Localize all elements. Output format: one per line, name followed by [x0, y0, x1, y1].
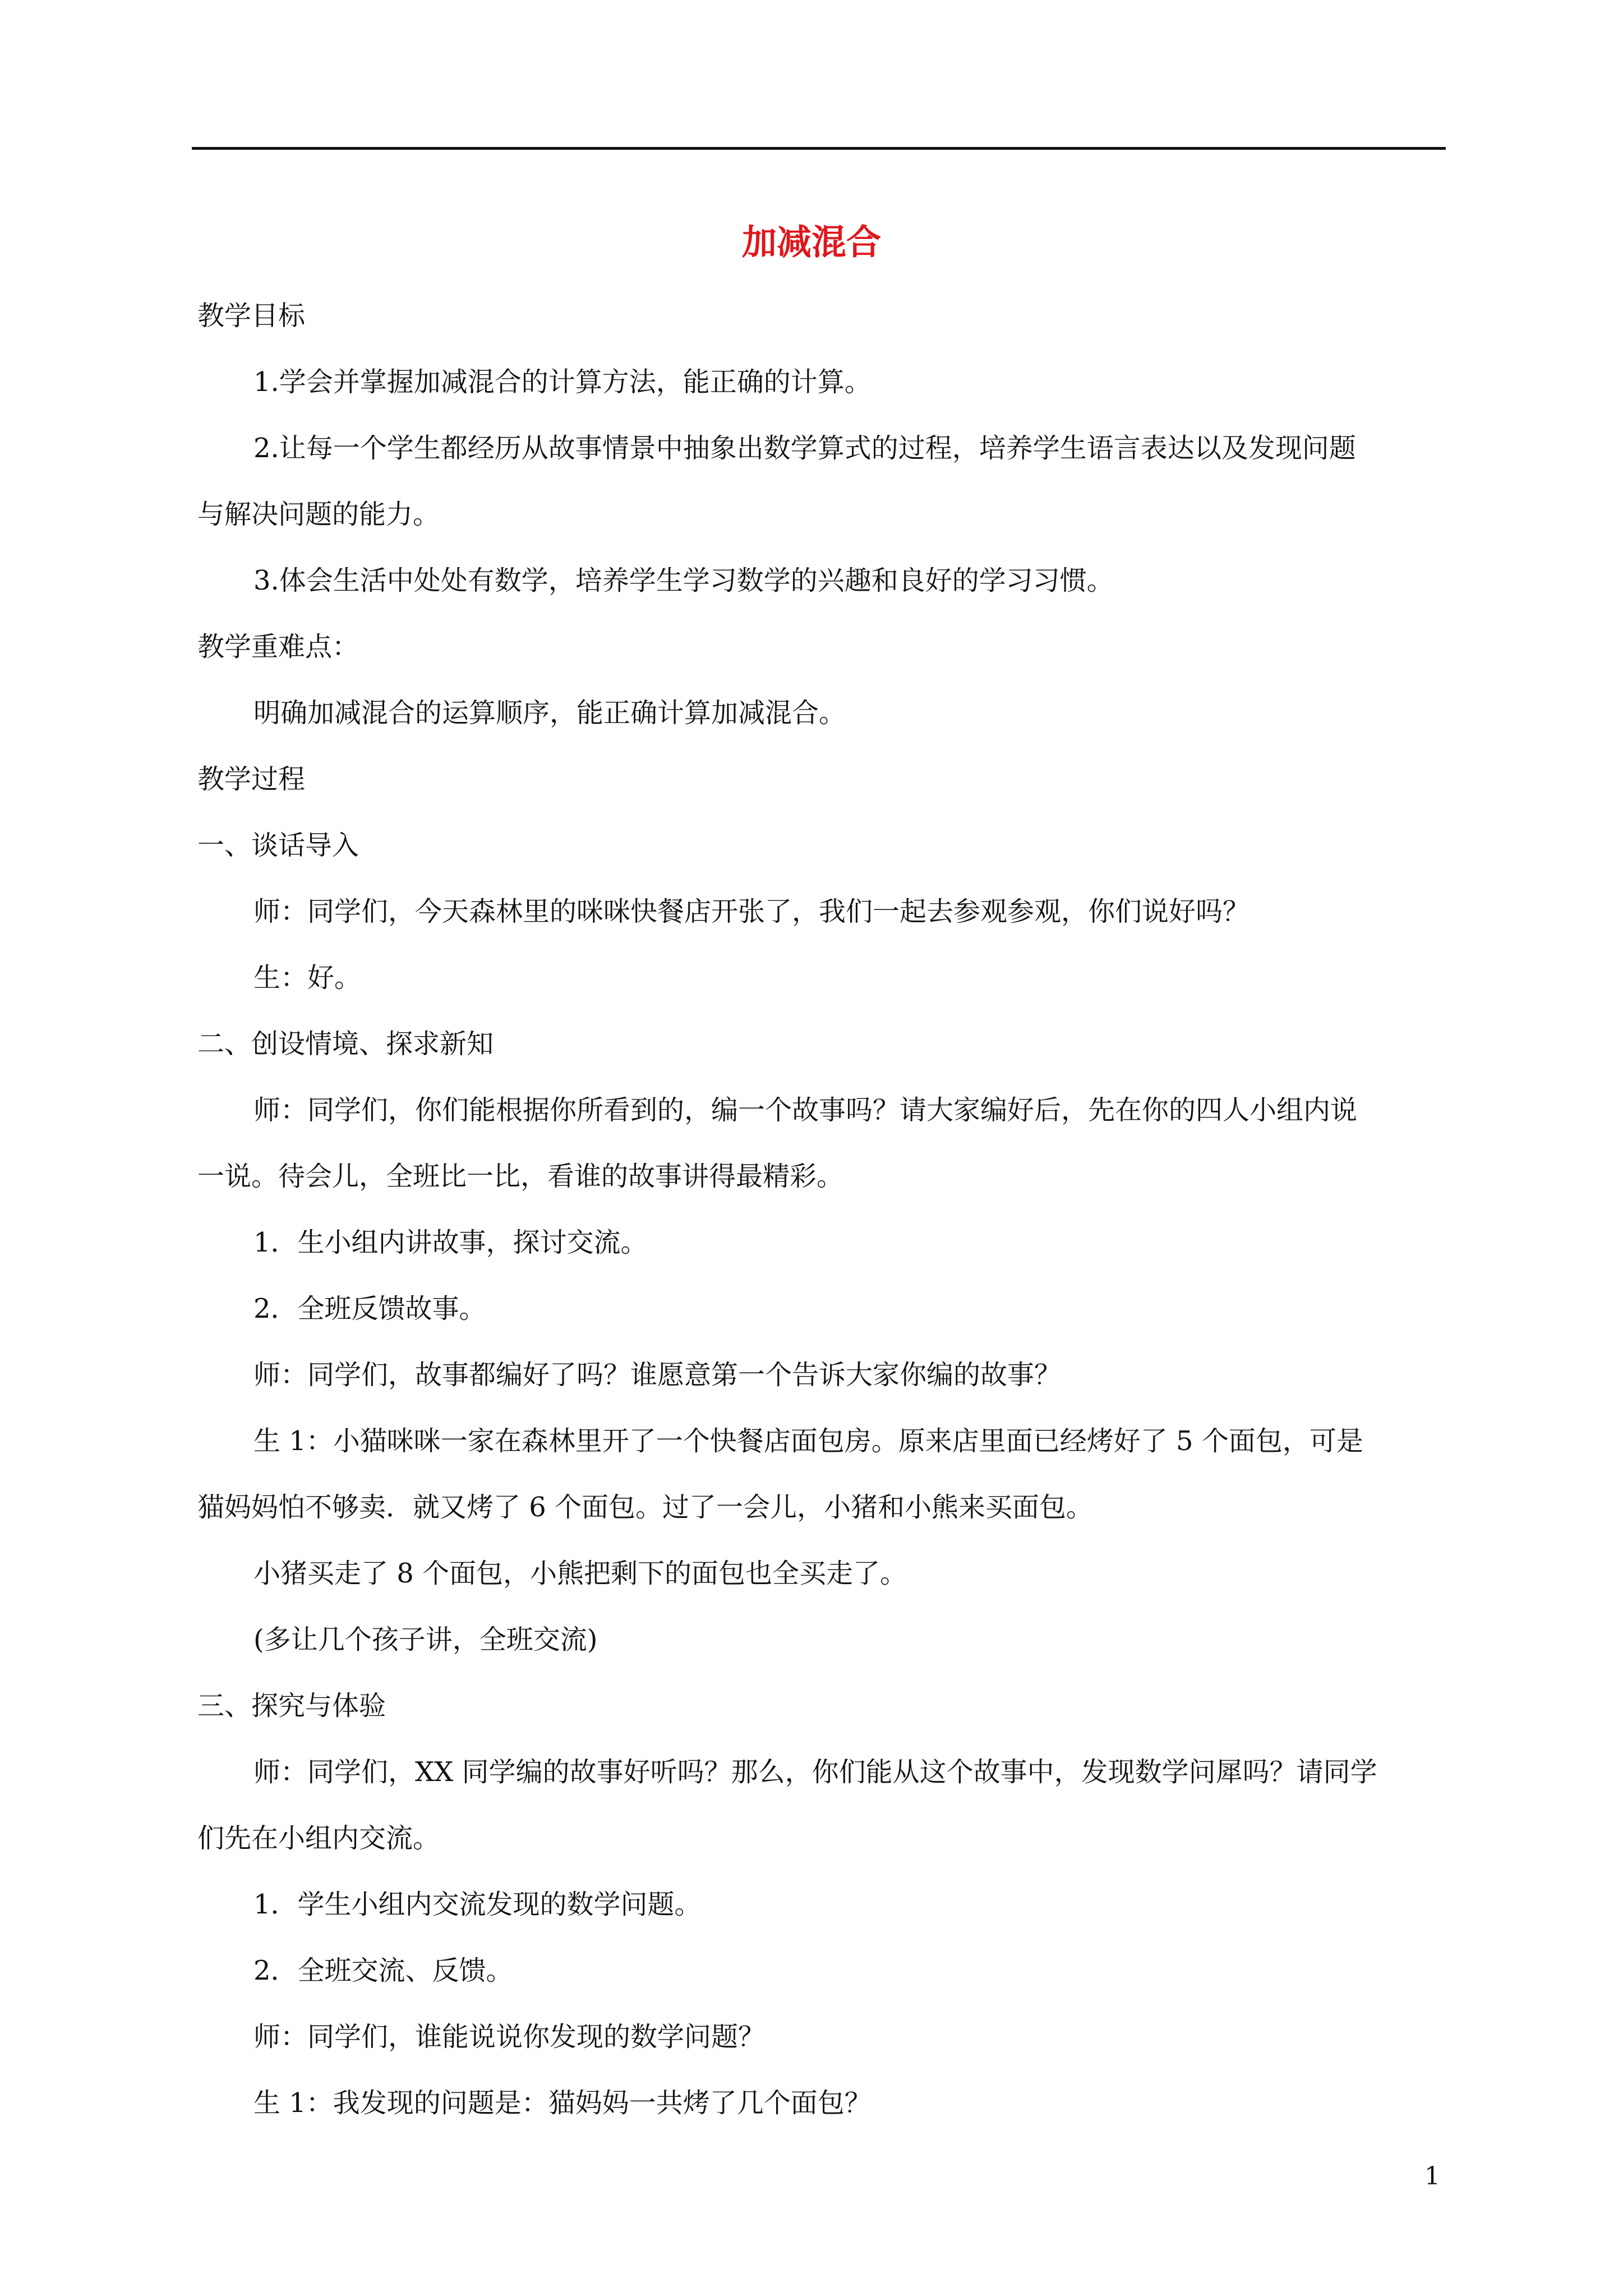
paragraph: 师：同学们，故事都编好了吗？谁愿意第一个告诉大家你编的故事？ — [253, 1359, 1062, 1391]
paragraph: 一说。待会儿，全班比一比，看谁的故事讲得最精彩。 — [197, 1161, 844, 1192]
paragraph: 1．生小组内讲故事，探讨交流。 — [253, 1227, 648, 1258]
paragraph: (多让几个孩子讲，全班交流) — [253, 1624, 598, 1655]
paragraph: 师：同学们，谁能说说你发现的数学问题？ — [253, 2021, 766, 2053]
document-title: 加减混合 — [741, 222, 881, 263]
paragraph: 与解决问题的能力。 — [197, 499, 440, 530]
paragraph: 三、探究与体验 — [197, 1690, 386, 1722]
paragraph: 生 1：小猫咪咪一家在森林里开了一个快餐店面包房。原来店里面已经烤好了 5 个面包，可是 — [253, 1425, 1363, 1457]
paragraph: 1.学会并掌握加减混合的计算方法，能正确的计算。 — [253, 366, 872, 398]
paragraph: 1．学生小组内交流发现的数学问题。 — [253, 1889, 702, 1920]
paragraph: 生 1：我发现的问题是：猫妈妈一共烤了几个面包？ — [253, 2087, 872, 2119]
paragraph: 小猪买走了 8 个面包，小熊把剩下的面包也全买走了。 — [253, 1558, 907, 1589]
paragraph: 2.让每一个学生都经历从故事情景中抽象出数学算式的过程，培养学生语言表达以及发现问题 — [253, 432, 1356, 464]
paragraph: 猫妈妈怕不够卖．就又烤了 6 个面包。过了一会儿，小猪和小熊来买面包。 — [197, 1492, 1094, 1523]
paragraph: 二、创设情境、探求新知 — [197, 1028, 494, 1060]
header-rule — [192, 147, 1446, 150]
paragraph: 教学过程 — [197, 763, 306, 795]
paragraph: 师：同学们，今天森林里的咪咪快餐店开张了，我们一起去参观参观，你们说好吗？ — [253, 896, 1250, 927]
paragraph: 师：同学们，XX 同学编的故事好听吗？那么，你们能从这个故事中，发现数学问犀吗？请同学 — [253, 1756, 1377, 1788]
paragraph: 教学目标 — [197, 300, 306, 332]
paragraph: 师：同学们，你们能根据你所看到的，编一个故事吗？请大家编好后，先在你的四人小组内说 — [253, 1094, 1358, 1126]
page-number: 1 — [1424, 2162, 1440, 2191]
paragraph: 2．全班反馈故事。 — [253, 1293, 486, 1324]
paragraph: 教学重难点： — [197, 631, 359, 662]
document-body — [197, 283, 1446, 2136]
paragraph: 一、谈话导入 — [197, 830, 359, 861]
paragraph: 明确加减混合的运算顺序，能正确计算加减混合。 — [253, 697, 846, 729]
paragraph: 2．全班交流、反馈。 — [253, 1955, 513, 1986]
paragraph: 3.体会生活中处处有数学，培养学生学习数学的兴趣和良好的学习习惯。 — [253, 565, 1114, 596]
paragraph: 生：好。 — [253, 962, 362, 993]
paragraph: 们先在小组内交流。 — [197, 1823, 440, 1854]
